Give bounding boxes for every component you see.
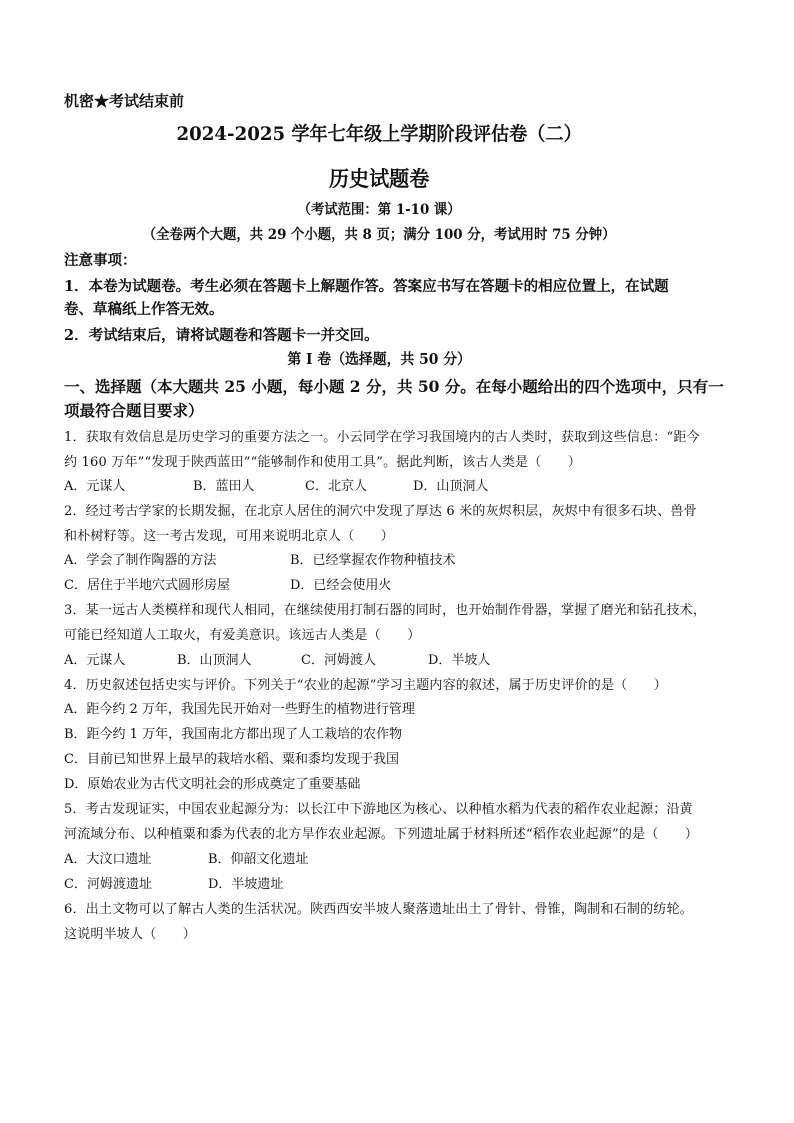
question-5-option-d: D．半坡遗址 [208, 877, 284, 892]
question-5-option-b: B．仰韶文化遗址 [208, 852, 309, 867]
question-5-line-2: 河流域分布、以种植粟和黍为代表的北方旱作农业起源。下列遗址属于材料所述“稻作农业起源”的是（ ） [64, 827, 699, 842]
subject-title: 历史试题卷 [328, 166, 430, 191]
question-4-option-b: B．距今约 1 万年，我国南北方都出现了人工栽培的农作物 [64, 727, 403, 742]
question-2-line-2: 和朴树籽等。这一考古发现，可用来说明北京人（ ） [64, 529, 395, 544]
section-instructions-1: 一、选择题（本大题共 25 小题，每小题 2 分，共 50 分。在每小题给出的四个选项中，只有一 [64, 377, 724, 396]
question-4-option-a: A．距今约 2 万年，我国先民开始对一些野生的植物进行管理 [64, 702, 415, 717]
exam-scope: （考试范围：第 1-10 课） [297, 202, 461, 218]
question-3-line-1: 3．某一远古人类模样和现代人相同，在继续使用打制石器的同时，也开始制作骨器，掌握了磨光和钻孔技术， [64, 603, 707, 618]
notes-heading: 注意事项： [64, 252, 137, 269]
question-2-option-b: B．已经掌握农作物种植技术 [290, 553, 456, 568]
question-5-line-1: 5．考古发现证实，中国农业起源分为：以长江中下游地区为核心、以种植水稻为代表的稻作农业起源；沿黄 [64, 802, 693, 817]
question-4-option-c: C．目前已知世界上最早的栽培水稻、粟和黍均发现于我国 [64, 752, 399, 767]
question-3-option-b: B．山顶洞人 [177, 653, 252, 668]
question-2-option-c: C．居住于半地穴式圆形房屋 [64, 578, 230, 593]
question-5-option-c: C．河姆渡遗址 [64, 877, 152, 892]
question-1-option-b: B．蓝田人 [193, 479, 255, 494]
question-1-option-c: C．北京人 [305, 479, 367, 494]
question-4-option-d: D．原始农业为古代文明社会的形成奠定了重要基础 [64, 777, 361, 792]
exam-info: （全卷两个大题，共 29 个小题，共 8 页；满分 100 分，考试用时 75 分钟） [142, 227, 616, 243]
question-1-line-2: 约 160 万年”“发现于陕西蓝田”“能够制作和使用工具”。据此判断，该古人类是（ ） [64, 455, 582, 470]
question-3-option-c: C．河姆渡人 [301, 653, 376, 668]
question-3-option-a: A．元谋人 [64, 653, 126, 668]
notes-line-1: 1．本卷为试题卷。考生必须在答题卡上解题作答。答案应书写在答题卡的相应位置上，在试题 [64, 278, 669, 295]
part1-heading: 第 I 卷（选择题，共 50 分） [287, 351, 471, 368]
question-5-option-a: A．大汶口遗址 [64, 852, 152, 867]
question-2-option-d: D．已经会使用火 [290, 578, 392, 593]
confidential-mark: 机密★考试结束前 [64, 92, 185, 110]
question-4-line-1: 4．历史叙述包括史实与评价。下列关于“农业的起源”学习主题内容的叙述，属于历史评价的是（ ） [64, 678, 667, 693]
question-3-option-d: D．半坡人 [428, 653, 491, 668]
question-6-line-1: 6．出土文物可以了解古人类的生活状况。陕西西安半坡人聚落遗址出土了骨针、骨锥，陶制和石制的纺轮。 [64, 902, 693, 917]
notes-line-3: 2．考试结束后，请将试题卷和答题卡一并交回。 [64, 327, 379, 344]
question-1-line-1: 1．获取有效信息是历史学习的重要方法之一。小云同学在学习我国境内的古人类时，获取到这些信息：“距今 [64, 430, 700, 445]
question-2-line-1: 2．经过考古学家的长期发掘，在北京人居住的洞穴中发现了厚达 6 米的灰烬积层，灰烬中有很多石块、兽骨 [64, 504, 697, 519]
question-1-option-d: D．山顶洞人 [413, 479, 489, 494]
section-instructions-2: 项最符合题目要求） [64, 401, 204, 420]
question-3-line-2: 可能已经知道人工取火，有爱美意识。该远古人类是（ ） [64, 628, 421, 643]
question-2-option-a: A．学会了制作陶器的方法 [64, 553, 217, 568]
question-6-line-2: 这说明半坡人（ ） [64, 927, 197, 942]
question-1-option-a: A．元谋人 [64, 479, 126, 494]
notes-line-2: 卷、草稿纸上作答无效。 [64, 301, 224, 318]
exam-title: 2024-2025 学年七年级上学期阶段评估卷（二） [176, 123, 582, 145]
